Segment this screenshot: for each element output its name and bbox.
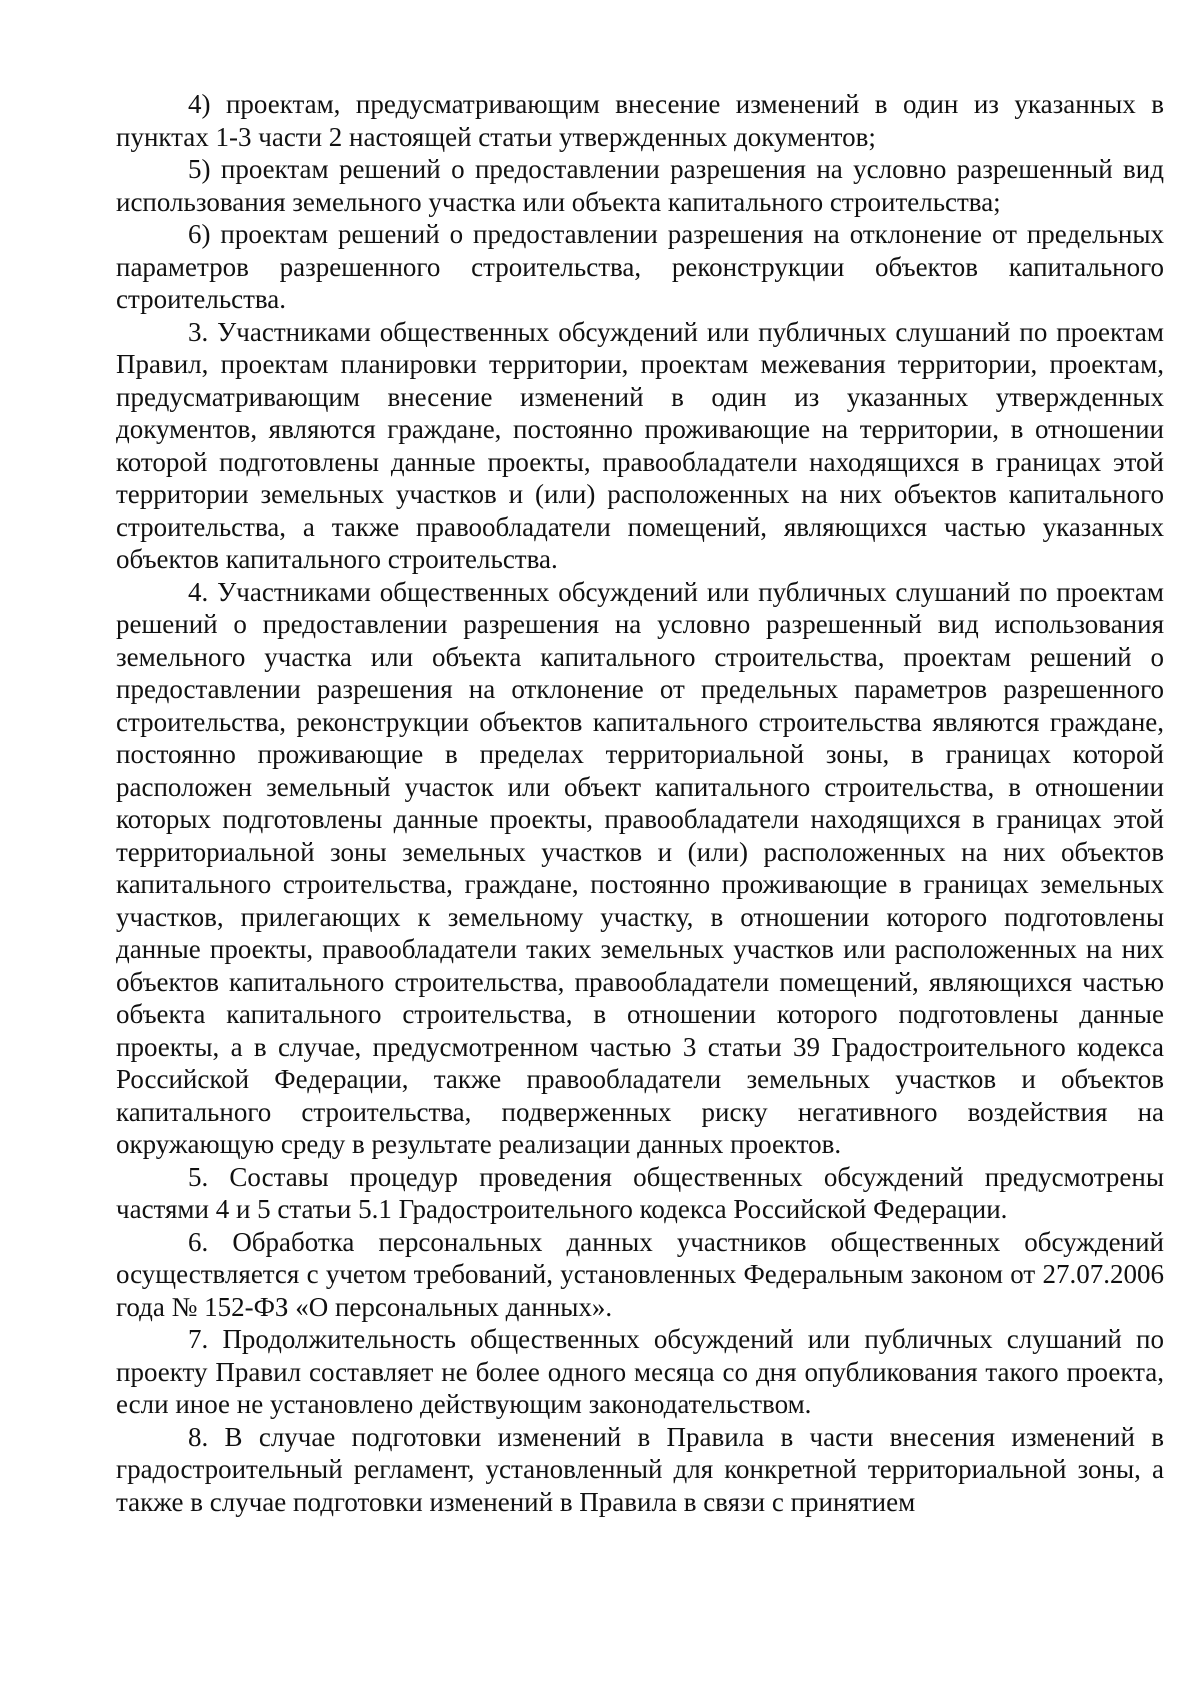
- paragraph-item-5: 5) проектам решений о предоставлении разрешения на условно разрешенный вид использования земельного участка или объекта капитального строительства;: [116, 154, 1164, 217]
- paragraph-clause-4: 4. Участниками общественных обсуждений или публичных слушаний по проектам решений о предоставлении разрешения на условно разрешенный вид использования земельного участка или объекта капитального строительства, проектам решений о предоставлении разрешения на отклонение от предельных параметров разрешенного строительства, реконструкции объектов капитального строительства являются граждане, постоянно проживающие в пределах территориальной зоны, в границах которой расположен земельный участок или объект капитального строительства, в отношении которых подготовлены данные проекты, правообладатели находящихся в границах этой территориальной зоны земельных участков и (или) расположенных на них объектов капитального строительства, граждане, постоянно проживающие в границах земельных участков, прилегающих к земельному участку, в отношении которого подготовлены данные проекты, правообладатели таких земельных участков или расположенных на них объектов капитального строительства, правообладатели помещений, являющихся частью объекта капитального строительства, в отношении которого подготовлены данные проекты, а в случае, предусмотренном частью 3 статьи 39 Градостроительного кодекса Российской Федерации, также правообладатели земельных участков и объектов капитального строительства, подверженных риску негативного воздействия на окружающую среду в результате реализации данных проектов.: [116, 576, 1164, 1159]
- paragraph-clause-7: 7. Продолжительность общественных обсуждений или публичных слушаний по проекту Правил составляет не более одного месяца со дня опубликования такого проекта, если иное не установлено действующим законодательством.: [116, 1324, 1164, 1419]
- paragraph-clause-5: 5. Составы процедур проведения общественных обсуждений предусмотрены частями 4 и 5 статьи 5.1 Градостроительного кодекса Российской Федерации.: [116, 1161, 1164, 1224]
- document-body: [116, 88, 1164, 1518]
- paragraph-clause-6: 6. Обработка персональных данных участников общественных обсуждений осуществляется с учетом требований, установленных Федеральным законом от 27.07.2006 года № 152-ФЗ «О персональных данных».: [116, 1226, 1164, 1322]
- paragraph-clause-3: 3. Участниками общественных обсуждений или публичных слушаний по проектам Правил, проектам планировки территории, проектам межевания территории, проектам, предусматривающим внесение изменений в один из указанных утвержденных документов, являются граждане, постоянно проживающие на территории, в отношении которой подготовлены данные проекты, правообладатели находящихся в границах этой территории земельных участков и (или) расположенных на них объектов капитального строительства, а также правообладатели помещений, являющихся частью указанных объектов капитального строительства.: [116, 316, 1164, 574]
- paragraph-clause-8: 8. В случае подготовки изменений в Правила в части внесения изменений в градостроительный регламент, установленный для конкретной территориальной зоны, а также в случае подготовки изменений в Правила в связи с принятием: [116, 1421, 1164, 1517]
- paragraph-item-6: 6) проектам решений о предоставлении разрешения на отклонение от предельных параметров разрешенного строительства, реконструкции объектов капитального строительства.: [116, 219, 1164, 314]
- paragraph-item-4: 4) проектам, предусматривающим внесение изменений в один из указанных в пунктах 1-3 части 2 настоящей статьи утвержденных документов;: [116, 89, 1164, 152]
